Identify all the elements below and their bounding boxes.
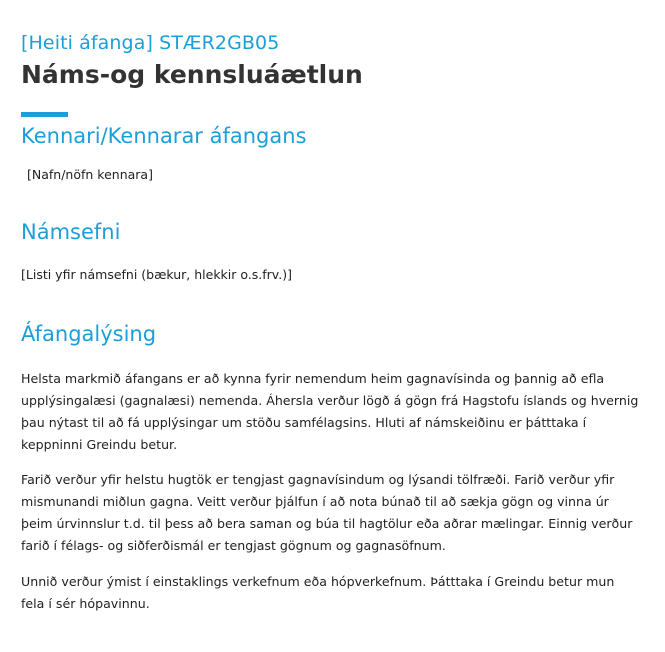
- materials-heading: Námsefni: [21, 220, 121, 244]
- title-accent-bar: [21, 112, 68, 117]
- description-paragraph-1: Helsta markmið áfangans er að kynna fyrir nemendum heim gagnavísinda og þannig að efla upplýsingalæsi (gagnalæsi) nemenda. Áhersla verður lögð á gögn frá Hagstofu íslands og hvernig þau nýtast til að fá upplýsingar um stöðu samfélagsins. Hluti af námskeiðinu er þátttaka í keppninni Greindu betur.: [21, 371, 639, 452]
- description-paragraph-3: Unnið verður ýmist í einstaklings verkefnum eða hópverkefnum. Þátttaka í Greindu betur mun fela í sér hópavinnu.: [21, 574, 615, 611]
- description-heading: Áfangalýsing: [21, 322, 157, 346]
- page-title: Náms-og kennsluáætlun: [21, 60, 363, 89]
- materials-placeholder: [Listi yfir námsefni (bækur, hlekkir o.s.frv.)]: [21, 267, 292, 282]
- teachers-heading: Kennari/Kennarar áfangans: [21, 124, 307, 148]
- description-paragraph-2: Farið verður yfir helstu hugtök er tengjast gagnavísindum og lýsandi tölfræði. Farið verður yfir mismunandi miðlun gagna. Veitt verður þjálfun í að nota búnað til að sækja gögn og vinna úr þeim úrvinnslur t.d. til þess að bera saman og búa til hagtölur eða aðrar mælingar. Einnig verður farið í félags- og siðferðismál er tengjast gögnum og gagnasöfnum.: [21, 472, 633, 553]
- course-name: [Heiti áfanga] STÆR2GB05: [21, 32, 280, 54]
- teachers-placeholder: [Nafn/nöfn kennara]: [27, 167, 153, 182]
